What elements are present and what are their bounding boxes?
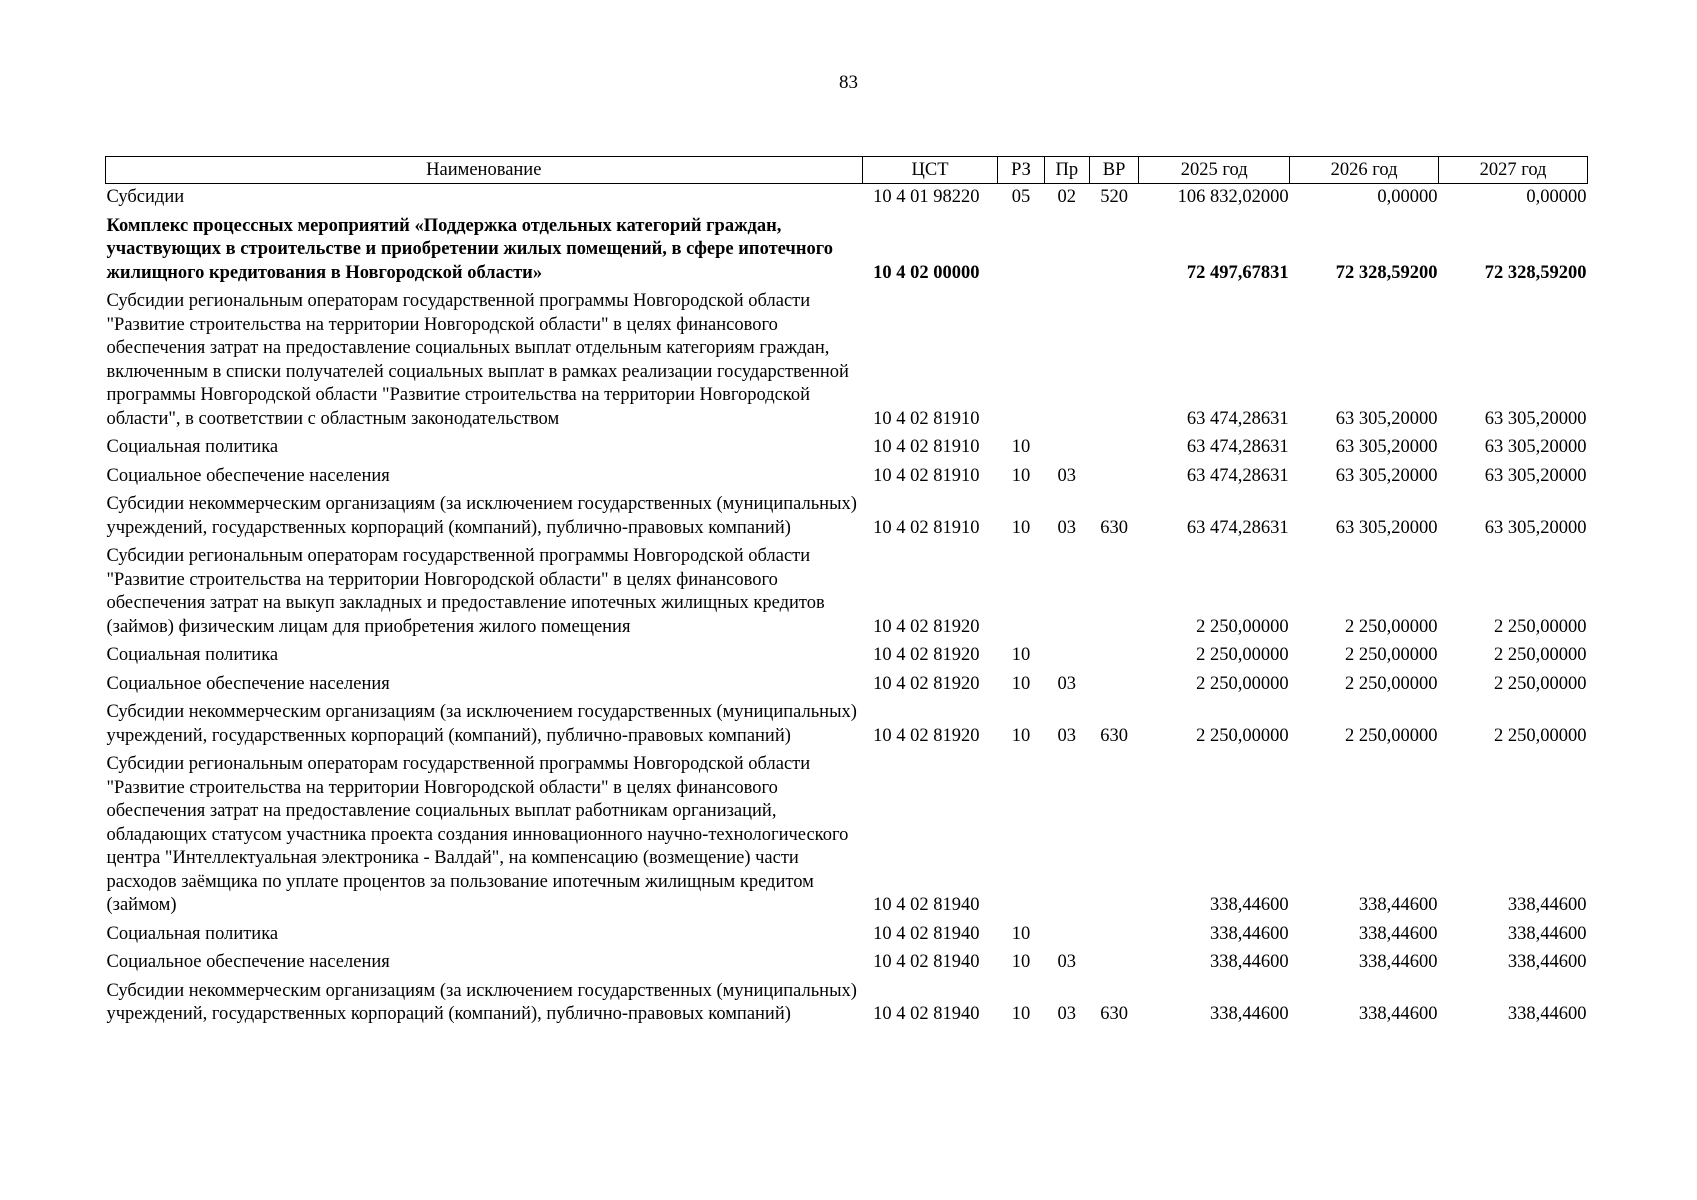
cell-2025: 2 250,00000 bbox=[1196, 725, 1289, 746]
cell-rz: 10 bbox=[1011, 952, 1031, 972]
cell-2025: 63 474,28631 bbox=[1186, 437, 1289, 457]
cell-2026: 63 305,20000 bbox=[1335, 465, 1438, 486]
cell-2027: 63 305,20000 bbox=[1484, 517, 1587, 538]
cell-cst: 10 4 02 00000 bbox=[873, 262, 980, 283]
cell-vr bbox=[1089, 949, 1138, 978]
column-header-2025: 2025 год bbox=[1139, 157, 1290, 184]
cell-vr bbox=[1089, 642, 1138, 671]
cell-2027: 63 305,20000 bbox=[1484, 408, 1587, 429]
cell-rz: 10 bbox=[1011, 725, 1031, 746]
cell-rz bbox=[998, 543, 1044, 642]
cell-vr: 630 bbox=[1100, 517, 1128, 538]
cell-cst: 10 4 02 81920 bbox=[873, 645, 980, 665]
cell-name: Социальное обеспечение населения bbox=[106, 952, 390, 972]
cell-name: Субсидии некоммерческим организациям (за исключением государственных (муниципальных) учреждений, государственных корпораций (компаний), публично-правовых компаний) bbox=[106, 980, 857, 1024]
cell-name: Социальное обеспечение населения bbox=[106, 465, 390, 486]
cell-cst: 10 4 02 81940 bbox=[873, 952, 980, 972]
cell-2027: 2 250,00000 bbox=[1494, 673, 1587, 694]
cell-pr bbox=[1044, 751, 1089, 921]
cell-2026: 2 250,00000 bbox=[1345, 725, 1438, 746]
cell-rz: 10 bbox=[1011, 465, 1031, 486]
cell-pr: 03 bbox=[1057, 952, 1077, 972]
table-header bbox=[106, 157, 1588, 184]
cell-2025: 2 250,00000 bbox=[1196, 616, 1289, 637]
cell-cst: 10 4 01 98220 bbox=[873, 187, 980, 207]
cell-rz: 10 bbox=[1011, 517, 1031, 538]
table-row bbox=[106, 921, 1588, 950]
cell-name: Субсидии региональным операторам государственной программы Новгородской области "Развитие строительства на территории Новгородской области" в целях финансового обеспечения затрат на выкуп закладных и предоставление ипотечных жилищных кредитов (займов) физическим лицам для приобретения жилого помещения bbox=[106, 546, 825, 637]
cell-name: Субсидии региональным операторам государственной программы Новгородской области "Развитие строительства на территории Новгородской области" в целях финансового обеспечения затрат на предоставление социальных выплат работникам организаций, обладающих статусом участника проекта создания инновационного научно-технологического центра "Интеллектуальная электроника - Валдай", на компенсацию (возмещение) части расходов заёмщика по уплате процентов за пользование ипотечным жилищным кредитом (займом) bbox=[106, 754, 849, 915]
cell-cst: 10 4 02 81910 bbox=[873, 465, 980, 486]
cell-vr bbox=[1089, 434, 1138, 463]
cell-name: Социальная политика bbox=[106, 437, 279, 457]
table-row bbox=[106, 642, 1588, 671]
table-row bbox=[106, 288, 1588, 434]
table-row bbox=[106, 671, 1588, 700]
column-header-pr: Пр bbox=[1044, 157, 1089, 184]
cell-2025: 63 474,28631 bbox=[1186, 517, 1289, 538]
cell-2025: 63 474,28631 bbox=[1186, 408, 1289, 429]
cell-name: Комплекс процессных мероприятий «Поддержка отдельных категорий граждан, участвующих в строительстве и приобретении жилых помещений, в сфере ипотечного жилищного кредитования в Новгородской области» bbox=[106, 215, 833, 283]
cell-name: Субсидии некоммерческим организациям (за исключением государственных (муниципальных) учреждений, государственных корпораций (компаний), публично-правовых компаний) bbox=[106, 702, 857, 746]
cell-vr bbox=[1089, 671, 1138, 700]
cell-2026: 338,44600 bbox=[1358, 923, 1438, 944]
cell-2025: 338,44600 bbox=[1210, 1004, 1289, 1024]
cell-2026: 0,00000 bbox=[1377, 187, 1438, 207]
cell-2026: 2 250,00000 bbox=[1345, 673, 1438, 694]
cell-name: Социальная политика bbox=[106, 923, 279, 944]
cell-cst: 10 4 02 81940 bbox=[873, 895, 980, 915]
cell-rz: 10 bbox=[1011, 645, 1031, 665]
cell-2027: 338,44600 bbox=[1507, 952, 1587, 972]
cell-cst: 10 4 02 81940 bbox=[873, 923, 980, 944]
cell-2027: 338,44600 bbox=[1507, 895, 1587, 915]
cell-2025: 63 474,28631 bbox=[1186, 465, 1289, 486]
table-body bbox=[106, 184, 1588, 1030]
cell-vr bbox=[1089, 213, 1138, 289]
budget-table bbox=[105, 156, 1588, 1030]
cell-pr: 03 bbox=[1057, 1004, 1077, 1024]
column-header-cst: ЦСТ bbox=[862, 157, 998, 184]
cell-cst: 10 4 02 81920 bbox=[873, 673, 980, 694]
cell-rz bbox=[998, 751, 1044, 921]
cell-2025: 106 832,02000 bbox=[1177, 187, 1289, 207]
cell-2027: 2 250,00000 bbox=[1494, 725, 1587, 746]
cell-vr bbox=[1089, 288, 1138, 434]
cell-2027: 72 328,59200 bbox=[1484, 262, 1587, 283]
cell-pr bbox=[1044, 213, 1089, 289]
cell-rz: 10 bbox=[1011, 673, 1031, 694]
cell-name: Субсидии bbox=[106, 187, 185, 207]
cell-2025: 72 497,67831 bbox=[1186, 262, 1289, 283]
cell-2026: 338,44600 bbox=[1358, 895, 1438, 915]
cell-2026: 63 305,20000 bbox=[1335, 437, 1438, 457]
column-header-rz: РЗ bbox=[998, 157, 1044, 184]
cell-name: Социальное обеспечение населения bbox=[106, 673, 390, 694]
column-header-name: Наименование bbox=[106, 157, 863, 184]
table-row bbox=[106, 184, 1588, 213]
cell-vr bbox=[1089, 463, 1138, 492]
cell-vr bbox=[1089, 751, 1138, 921]
cell-name: Социальная политика bbox=[106, 645, 279, 665]
table-row bbox=[106, 491, 1588, 543]
cell-2025: 2 250,00000 bbox=[1196, 673, 1289, 694]
cell-rz: 10 bbox=[1011, 437, 1031, 457]
cell-name: Субсидии региональным операторам государственной программы Новгородской области "Развитие строительства на территории Новгородской области" в целях финансового обеспечения затрат на предоставление социальных выплат отдельным категориям граждан, включенным в списки получателей социальных выплат в рамках реализации государственной программы Новгородской области "Развитие строительства на территории Новгородской области", в соответствии с областным законодательством bbox=[106, 291, 849, 429]
column-header-2026: 2026 год bbox=[1290, 157, 1439, 184]
cell-vr bbox=[1089, 921, 1138, 950]
cell-2025: 338,44600 bbox=[1210, 895, 1289, 915]
cell-vr: 520 bbox=[1100, 187, 1128, 207]
table-row bbox=[106, 949, 1588, 978]
table-row bbox=[106, 434, 1588, 463]
table-row bbox=[106, 463, 1588, 492]
cell-vr: 630 bbox=[1100, 725, 1128, 746]
cell-2027: 0,00000 bbox=[1526, 187, 1587, 207]
table-row bbox=[106, 699, 1588, 751]
cell-2026: 63 305,20000 bbox=[1335, 517, 1438, 538]
cell-name: Субсидии некоммерческим организациям (за исключением государственных (муниципальных) учреждений, государственных корпораций (компаний), публично-правовых компаний) bbox=[106, 494, 857, 538]
cell-2027: 63 305,20000 bbox=[1484, 465, 1587, 486]
cell-pr: 03 bbox=[1057, 725, 1077, 746]
cell-2025: 2 250,00000 bbox=[1196, 645, 1289, 665]
cell-pr: 03 bbox=[1057, 465, 1077, 486]
cell-pr: 02 bbox=[1057, 187, 1077, 207]
cell-rz bbox=[998, 288, 1044, 434]
table-row bbox=[106, 213, 1588, 289]
cell-rz bbox=[998, 213, 1044, 289]
cell-2025: 338,44600 bbox=[1210, 923, 1289, 944]
cell-2026: 2 250,00000 bbox=[1345, 616, 1438, 637]
cell-pr bbox=[1044, 288, 1089, 434]
cell-rz: 05 bbox=[1011, 187, 1031, 207]
cell-rz: 10 bbox=[1011, 1004, 1031, 1024]
cell-cst: 10 4 02 81910 bbox=[873, 437, 980, 457]
cell-2027: 2 250,00000 bbox=[1494, 616, 1587, 637]
cell-2027: 338,44600 bbox=[1507, 923, 1587, 944]
cell-pr bbox=[1044, 543, 1089, 642]
cell-pr bbox=[1044, 434, 1089, 463]
cell-cst: 10 4 02 81910 bbox=[873, 408, 980, 429]
cell-2027: 63 305,20000 bbox=[1484, 437, 1587, 457]
cell-2026: 63 305,20000 bbox=[1335, 408, 1438, 429]
cell-cst: 10 4 02 81940 bbox=[873, 1004, 980, 1024]
cell-2026: 338,44600 bbox=[1358, 1004, 1438, 1024]
column-header-vr: ВР bbox=[1089, 157, 1138, 184]
cell-2026: 72 328,59200 bbox=[1335, 262, 1438, 283]
cell-2027: 2 250,00000 bbox=[1494, 645, 1587, 665]
cell-cst: 10 4 02 81910 bbox=[873, 517, 980, 538]
cell-cst: 10 4 02 81920 bbox=[873, 725, 980, 746]
table-row bbox=[106, 978, 1588, 1030]
cell-2026: 2 250,00000 bbox=[1345, 645, 1438, 665]
cell-pr bbox=[1044, 921, 1089, 950]
cell-pr bbox=[1044, 642, 1089, 671]
cell-2025: 338,44600 bbox=[1210, 952, 1289, 972]
table-row bbox=[106, 751, 1588, 921]
page-number: 83 bbox=[839, 72, 858, 93]
cell-vr: 630 bbox=[1100, 1004, 1128, 1024]
cell-2026: 338,44600 bbox=[1358, 952, 1438, 972]
column-header-2027: 2027 год bbox=[1439, 157, 1588, 184]
cell-cst: 10 4 02 81920 bbox=[873, 616, 980, 637]
table-row bbox=[106, 543, 1588, 642]
cell-rz: 10 bbox=[1011, 923, 1031, 944]
cell-pr: 03 bbox=[1057, 673, 1077, 694]
cell-vr bbox=[1089, 543, 1138, 642]
cell-2027: 338,44600 bbox=[1507, 1004, 1587, 1024]
cell-pr: 03 bbox=[1057, 517, 1077, 538]
